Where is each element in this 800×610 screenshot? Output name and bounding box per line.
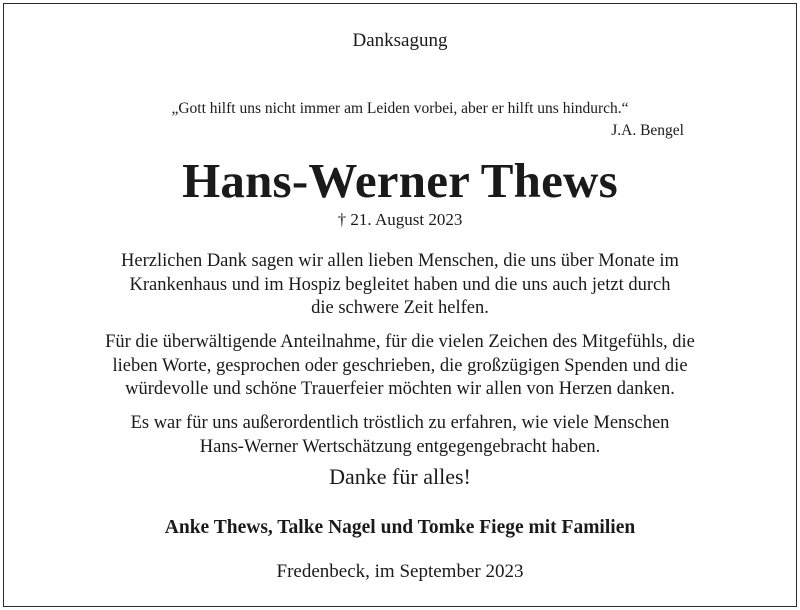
place-and-date: Fredenbeck, im September 2023: [276, 561, 524, 582]
paragraph-line: Krankenhaus und im Hospiz begleitet haben und die uns auch jetzt durch: [129, 274, 671, 295]
paragraph-line: Herzlichen Dank sagen wir allen lieben Menschen, die uns über Monate im: [121, 251, 679, 271]
obituary-card: [3, 3, 797, 607]
quote-author: J.A. Bengel: [611, 122, 684, 139]
deceased-name: Hans-Werner Thews: [182, 153, 618, 208]
paragraph-line: Hans-Werner Wertschätzung entgegengebracht haben.: [199, 436, 601, 457]
closing-line: Danke für alles!: [329, 464, 471, 489]
thanks-paragraph-3: [4, 412, 796, 459]
paragraph-line: würdevolle und schöne Trauerfeier möchten wir allen von Herzen danken.: [125, 379, 675, 399]
paragraph-line: die schwere Zeit helfen.: [311, 298, 489, 318]
thanks-paragraph-1: [4, 250, 796, 321]
paragraph-line: Für die überwältigende Anteilnahme, für die vielen Zeichen des Mitgefühls, die: [105, 332, 695, 352]
death-date: † 21. August 2023: [337, 210, 463, 229]
notice-heading: Danksagung: [352, 30, 448, 51]
paragraph-line: Es war für uns außerordentlich tröstlich zu erfahren, wie viele Menschen: [130, 413, 670, 433]
quote-text: „Gott hilft uns nicht immer am Leiden vorbei, aber er hilft uns hindurch.“: [171, 100, 629, 117]
thanks-paragraph-2: [4, 331, 796, 402]
family-signature: Anke Thews, Talke Nagel und Tomke Fiege mit Familien: [164, 517, 636, 538]
paragraph-line: lieben Worte, gesprochen oder geschrieben, die großzügigen Spenden und die: [112, 355, 688, 376]
